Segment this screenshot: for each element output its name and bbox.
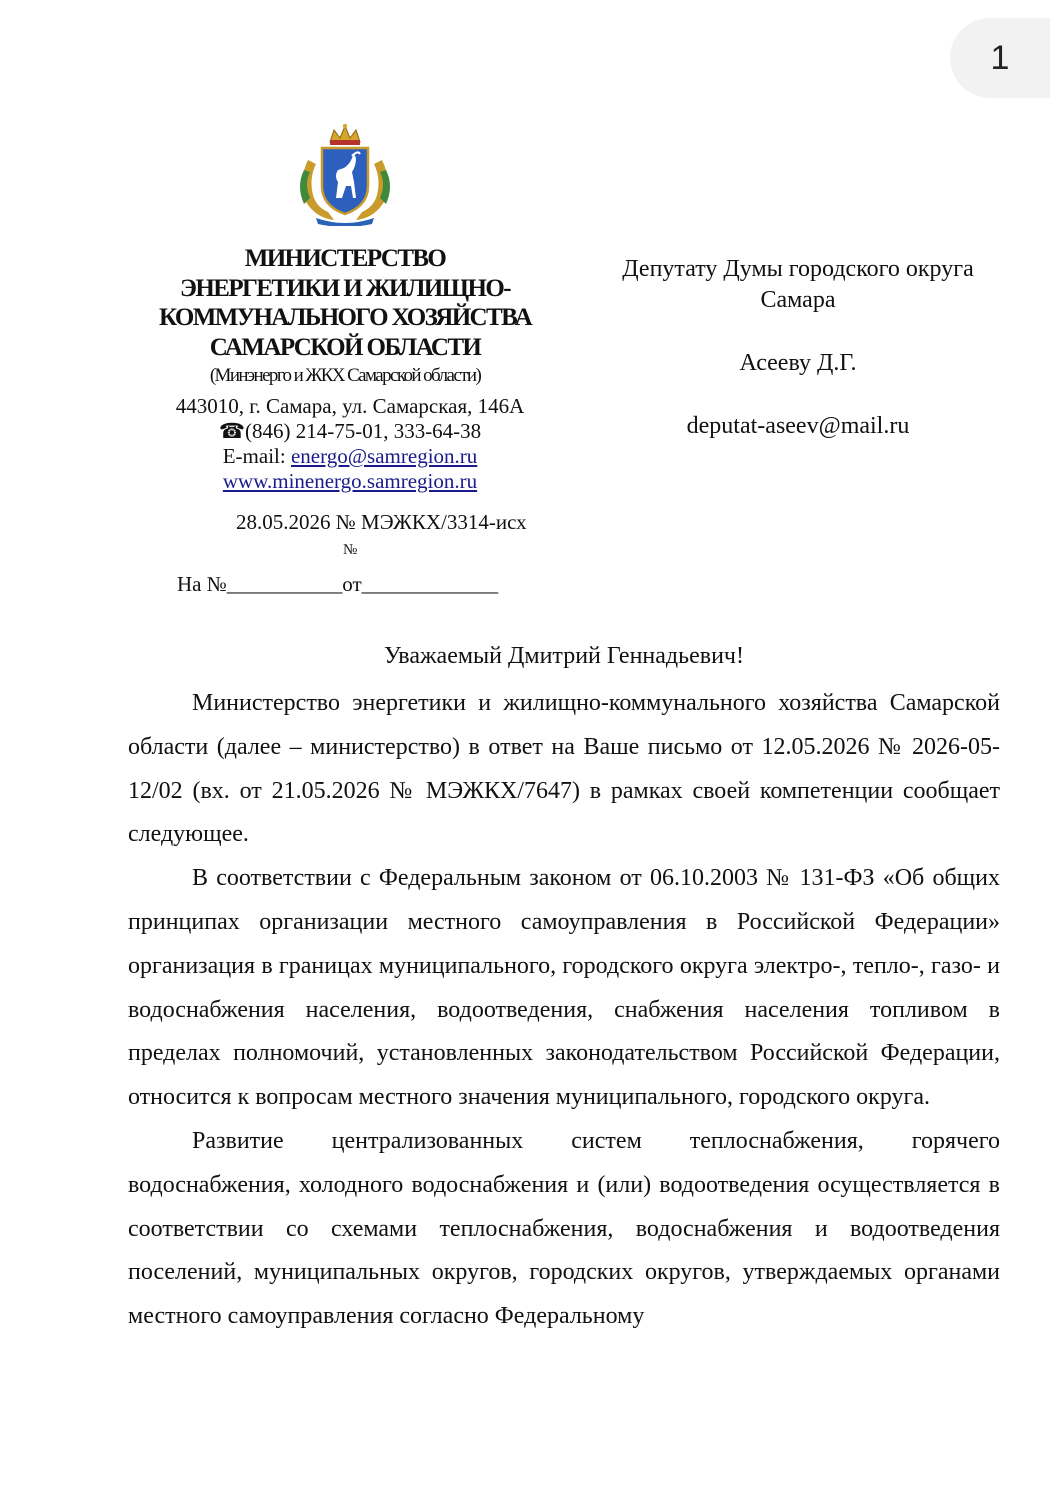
letter-paragraph: Развитие централизованных систем теплоснабжения, горячего водоснабжения, холодного водоснабжения и (или) водоотведения осуществляется в соответствии со схемами теплоснабжения, водоснабжения и водоотведения поселений, муниципальных округов, городских округов, утверждаемых органами местного самоуправления согласно Федеральному [128, 1127, 1000, 1330]
addressee-position-line: Депутату Думы городского округа [622, 256, 974, 282]
ministry-title-line: КОММУНАЛЬНОГО ХОЗЯЙСТВА [158, 304, 532, 331]
ministry-email-link[interactable]: energo@samregion.ru [290, 444, 478, 468]
letter-paragraph: Министерство энергетики и жилищно-коммунального хозяйства Самарской области (далее – министерство) в ответ на Ваше письмо от 12.05.2026 № 2026-05-12/02 (вх. от 21.05.2026 № МЭЖКХ/7647) в рамках своей компетенции сообщает следующее. [128, 690, 1000, 848]
coat-of-arms-icon [294, 120, 396, 226]
addressee-email: deputat-aseev@mail.ru [686, 413, 910, 439]
ministry-title-line: МИНИСТЕРСТВО [244, 245, 446, 272]
ministry-title-line: ЭНЕРГЕТИКИ И ЖИЛИЩНО- [180, 274, 510, 302]
page-number: 1 [990, 38, 1010, 77]
addressee-position-line: Самара [760, 287, 836, 313]
ministry-short-name: (Минэнерго и ЖКХ Самарской области) [209, 365, 481, 386]
registration-number: 28.05.2026 № МЭЖКХ/3314-исх [236, 510, 527, 534]
registration-number-sub: № [343, 542, 358, 558]
ministry-header [130, 244, 560, 390]
ministry-website-link[interactable]: www.minenergo.samregion.ru [222, 469, 478, 493]
letter-greeting: Уважаемый Дмитрий Геннадьевич! [384, 643, 744, 669]
email-label: E-mail: [222, 444, 291, 468]
ministry-email-line [130, 444, 570, 469]
letter-body [128, 682, 1000, 1339]
ministry-address: 443010, г. Самара, ул. Самарская, 146А [175, 394, 525, 418]
ministry-contacts [130, 394, 570, 494]
letter-paragraph: В соответствии с Федеральным законом от 06.10.2003 № 131-ФЗ «Об общих принципах организации местного самоуправления в Российской Федерации» организация в границах муниципального, городского округа электро-, тепло-, газо- и водоснабжения населения, водоотведения, снабжения населения топливом в пределах полномочий, установленных законодательством Российской Федерации, относится к вопросам местного значения муниципального, городского округа. [128, 865, 1000, 1111]
ministry-phone: ☎(846) 214-75-01, 333-64-38 [218, 419, 482, 443]
addressee-block [596, 254, 1000, 442]
addressee-name: Асееву Д.Г. [739, 350, 857, 376]
ministry-website-line [130, 469, 570, 494]
reply-reference: На №___________от_____________ [177, 572, 499, 596]
page-number-badge [950, 18, 1050, 98]
ministry-title-line: САМАРСКОЙ ОБЛАСТИ [209, 333, 481, 361]
